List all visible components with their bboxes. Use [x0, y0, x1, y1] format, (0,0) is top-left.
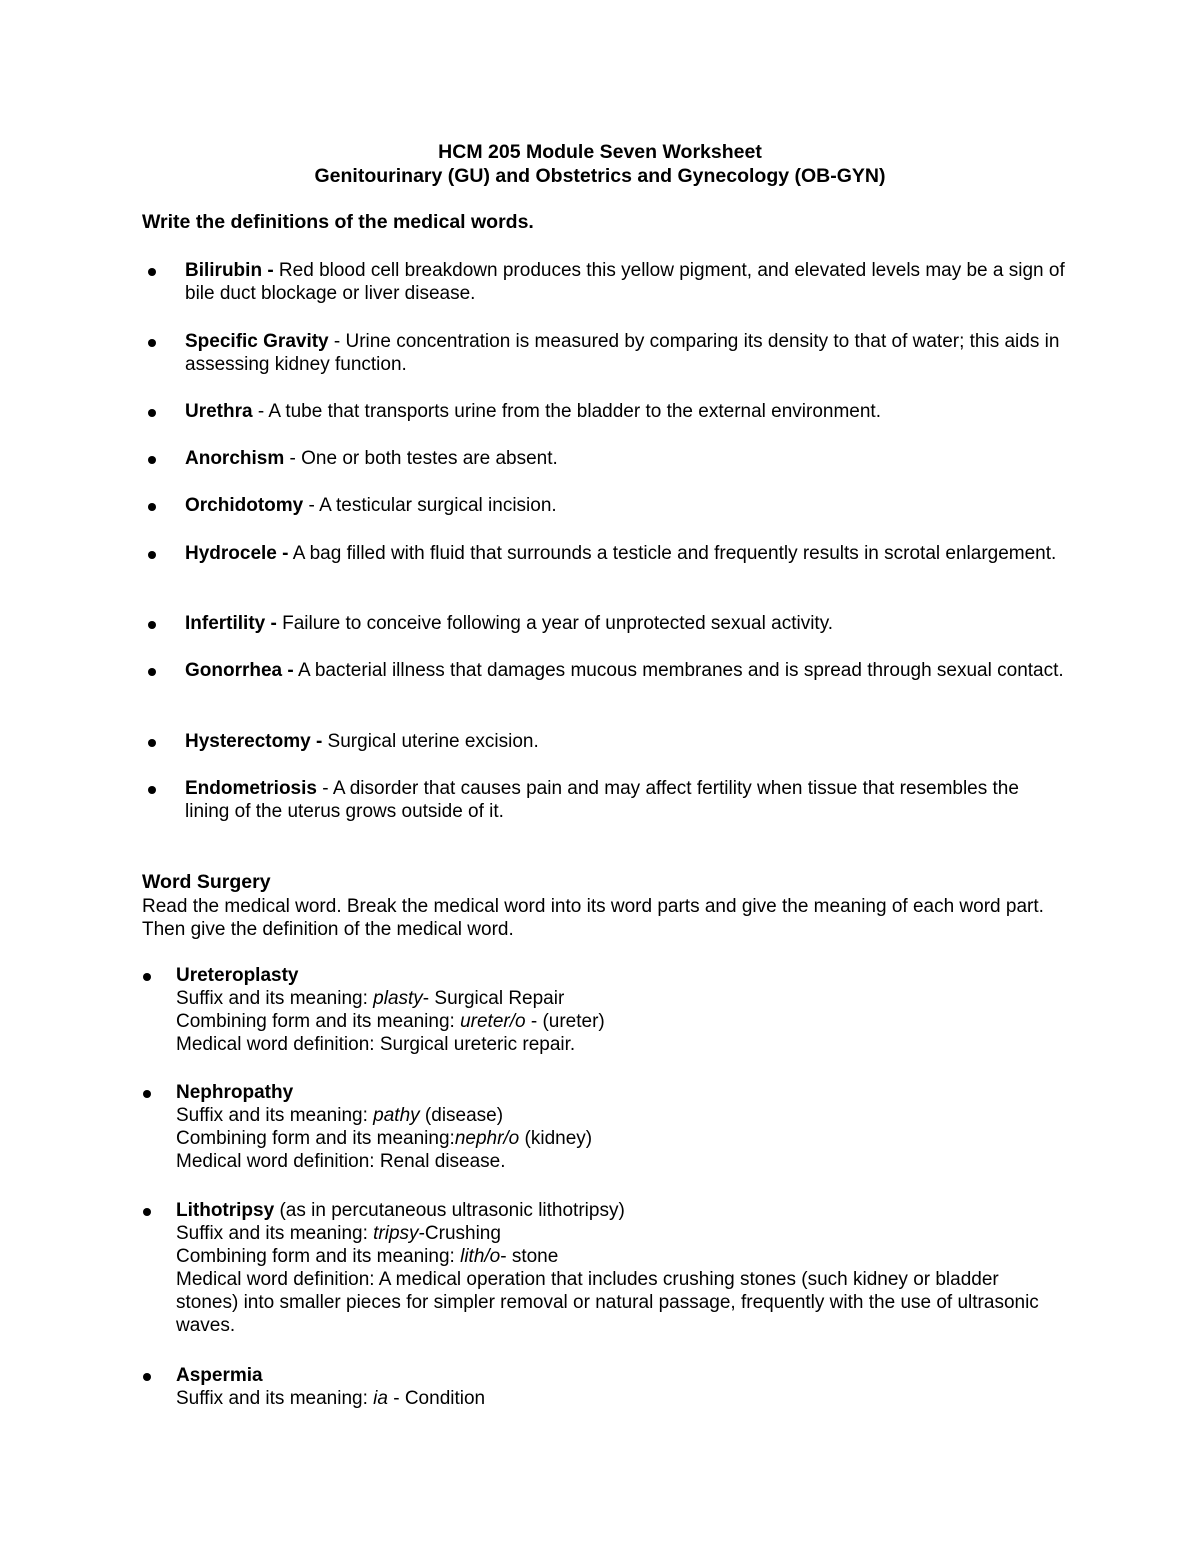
definition: Failure to conceive following a year of unprotected sexual activity.: [276, 613, 834, 634]
word-surgery-intro: Read the medical word. Break the medical word into its word parts and give the meaning of each word part. Then give the definition of the medical word.: [142, 896, 1044, 940]
definition-text: Renal disease.: [379, 1151, 506, 1172]
bullet-icon: [148, 739, 156, 747]
definition-text: Surgical ureteric repair.: [379, 1034, 576, 1055]
suffix-meaning: - Surgical Repair: [422, 988, 565, 1009]
combining-form-line: [176, 1245, 1056, 1268]
word-breakdown: [176, 1364, 1056, 1410]
word-surgery-heading: Word Surgery: [142, 871, 271, 893]
medical-word: Nephropathy: [176, 1082, 294, 1103]
definition: - A disorder that causes pain and may affect fertility when tissue that resembles the lining of the uterus grows outside of it.: [185, 778, 1019, 822]
definition-text: [185, 330, 1065, 376]
word-breakdown: [176, 964, 1056, 1056]
term: Infertility -: [185, 613, 277, 634]
suffix-part: pathy: [373, 1105, 420, 1126]
definition-label: Medical word definition:: [176, 1034, 380, 1055]
definition-text: [185, 612, 1065, 635]
medical-word-line: [176, 1364, 1056, 1387]
combining-form-part: ureter/o: [460, 1011, 526, 1032]
bullet-icon: [148, 268, 156, 276]
suffix-meaning: (disease): [419, 1105, 504, 1126]
combining-form-meaning: (kidney): [519, 1128, 593, 1149]
suffix-part: tripsy: [373, 1223, 419, 1244]
definition-text: [185, 259, 1065, 305]
suffix-label: Suffix and its meaning:: [176, 1223, 374, 1244]
suffix-meaning: -Crushing: [418, 1223, 501, 1244]
bullet-icon: [148, 786, 156, 794]
medical-word-line: [176, 1199, 1056, 1222]
document-subtitle: Genitourinary (GU) and Obstetrics and Gynecology (OB-GYN): [314, 165, 886, 187]
definition-text: A medical operation that includes crushing stones (such kidney or bladder stones) into smaller pieces for simpler removal or natural passage, frequently with the use of ultrasonic waves.: [176, 1269, 1039, 1336]
bullet-icon: [143, 1090, 151, 1098]
bullet-icon: [143, 973, 151, 981]
bullet-icon: [143, 1373, 151, 1381]
medical-word-note: (as in percutaneous ultrasonic lithotripsy): [274, 1200, 625, 1221]
term: Urethra: [185, 401, 253, 422]
suffix-label: Suffix and its meaning:: [176, 988, 374, 1009]
combining-form-meaning: - (ureter): [525, 1011, 605, 1032]
definition-text: [185, 730, 1065, 753]
definitions-instruction: Write the definitions of the medical words.: [142, 211, 534, 233]
term: Hysterectomy -: [185, 731, 323, 752]
term: Orchidotomy: [185, 495, 304, 516]
definition-text: [185, 494, 1065, 517]
combining-form-label: Combining form and its meaning:: [176, 1128, 455, 1149]
term: Gonorrhea -: [185, 660, 294, 681]
definition-text: [185, 777, 1065, 823]
suffix-line: [176, 1104, 1056, 1127]
suffix-part: ia: [373, 1388, 388, 1409]
definition: Surgical uterine excision.: [322, 731, 539, 752]
bullet-icon: [148, 339, 156, 347]
combining-form-line: [176, 1127, 1056, 1150]
definition-text: [185, 659, 1065, 682]
combining-form-part: lith/o: [460, 1246, 501, 1267]
combining-form-line: [176, 1010, 1056, 1033]
definition: - Urine concentration is measured by comparing its density to that of water; this aids in assessing kidney function.: [185, 331, 1060, 375]
definition: A bacterial illness that damages mucous membranes and is spread through sexual contact.: [293, 660, 1064, 681]
medical-word: Aspermia: [176, 1365, 263, 1386]
suffix-line: [176, 987, 1056, 1010]
definition-label: Medical word definition:: [176, 1269, 379, 1290]
combining-form-label: Combining form and its meaning:: [176, 1246, 461, 1267]
term: Bilirubin -: [185, 260, 274, 281]
suffix-part: plasty: [373, 988, 423, 1009]
definition: Red blood cell breakdown produces this yellow pigment, and elevated levels may be a sign of bile duct blockage or liver disease.: [185, 260, 1065, 304]
definition: - A tube that transports urine from the bladder to the external environment.: [252, 401, 881, 422]
combining-form-part: nephr/o: [454, 1128, 520, 1149]
bullet-icon: [148, 551, 156, 559]
bullet-icon: [148, 668, 156, 676]
bullet-icon: [148, 503, 156, 511]
suffix-line: [176, 1387, 1056, 1410]
suffix-label: Suffix and its meaning:: [176, 1105, 374, 1126]
term: Specific Gravity: [185, 331, 329, 352]
suffix-meaning: - Condition: [387, 1388, 486, 1409]
definition: - A testicular surgical incision.: [303, 495, 557, 516]
medical-word-line: [176, 1081, 1056, 1104]
medical-word: Lithotripsy: [176, 1200, 275, 1221]
word-breakdown: [176, 1081, 1056, 1173]
bullet-icon: [148, 621, 156, 629]
bullet-icon: [148, 409, 156, 417]
definition-line: [176, 1033, 1056, 1056]
definition: A bag filled with fluid that surrounds a testicle and frequently results in scrotal enlargement.: [288, 543, 1057, 564]
medical-word: Ureteroplasty: [176, 965, 299, 986]
document-title: HCM 205 Module Seven Worksheet: [438, 141, 762, 163]
suffix-line: [176, 1222, 1056, 1245]
definition-line: [176, 1150, 1056, 1173]
combining-form-meaning: - stone: [500, 1246, 559, 1267]
definition-line: [176, 1268, 1056, 1337]
definition-label: Medical word definition:: [176, 1151, 380, 1172]
definition-text: [185, 400, 1065, 423]
definition: - One or both testes are absent.: [284, 448, 558, 469]
term: Hydrocele -: [185, 543, 289, 564]
definition-text: [185, 447, 1065, 470]
bullet-icon: [143, 1208, 151, 1216]
term: Anorchism: [185, 448, 285, 469]
term: Endometriosis: [185, 778, 317, 799]
bullet-icon: [148, 456, 156, 464]
combining-form-label: Combining form and its meaning:: [176, 1011, 461, 1032]
medical-word-line: [176, 964, 1056, 987]
definition-text: [185, 542, 1065, 565]
word-breakdown: [176, 1199, 1056, 1337]
suffix-label: Suffix and its meaning:: [176, 1388, 374, 1409]
